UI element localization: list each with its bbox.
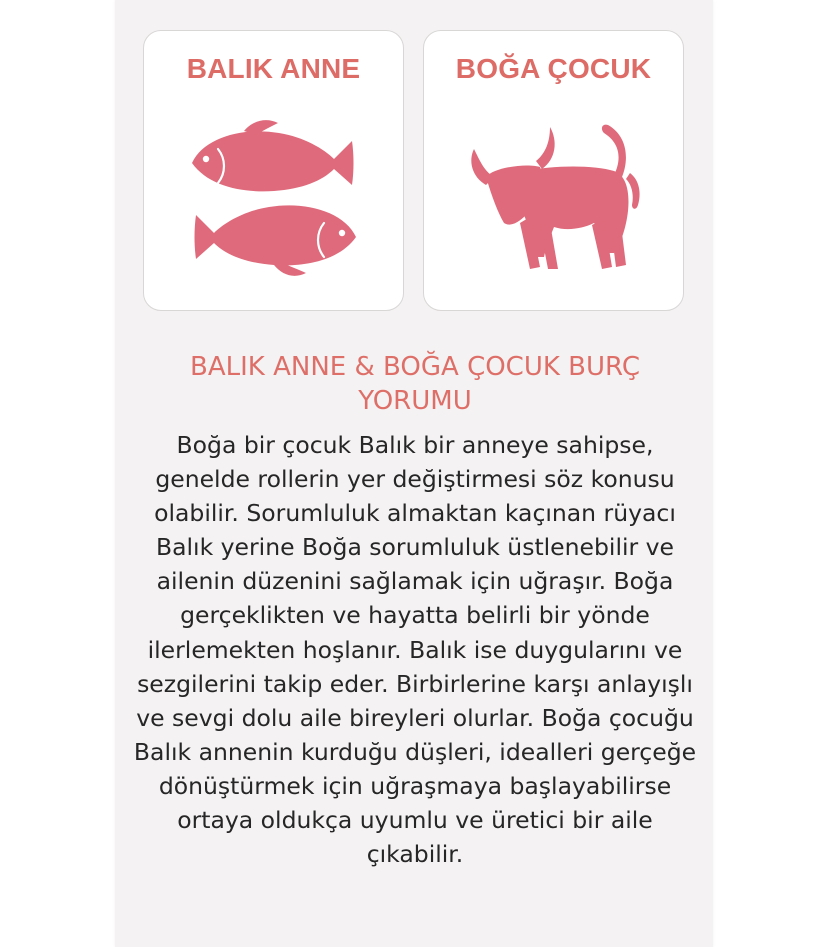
horoscope-body: Boğa bir çocuk Balık bir anneye sahipse, genelde rollerin yer değiştirmesi söz konusu olabilir. Sorumluluk almaktan kaçınan rüyacı Balık yerine Boğa sorumluluk üstlenebilir ve ailenin düzenini sağlamak için uğraşır. Boğa gerçeklikten ve hayatta belirli bir yönde ilerlemekten hoşlanır. Balık ise duygularını ve sezgilerini takip eder. Birbirlerine karşı anlayışlı ve sevgi dolu aile bireyleri olurlar. Boğa çocuğu Balık annenin kurduğu düşleri, idealleri gerçeğe dönüştürmek için uğraşmaya başlayabilirse ortaya oldukça uyumlu ve üretici bir aile çıkabilir.	[133, 431, 697, 869]
horoscope-title: BALIK ANNE & BOĞA ÇOCUK BURÇ YORUMU	[190, 352, 640, 416]
mother-sign-title: BALIK ANNE	[186, 53, 361, 84]
child-sign-card[interactable]	[423, 30, 684, 311]
taurus-bull-icon	[454, 119, 654, 279]
pisces-fish-icon	[174, 119, 374, 279]
child-sign-title: BOĞA ÇOCUK	[455, 53, 652, 84]
mother-sign-card[interactable]	[143, 30, 404, 311]
